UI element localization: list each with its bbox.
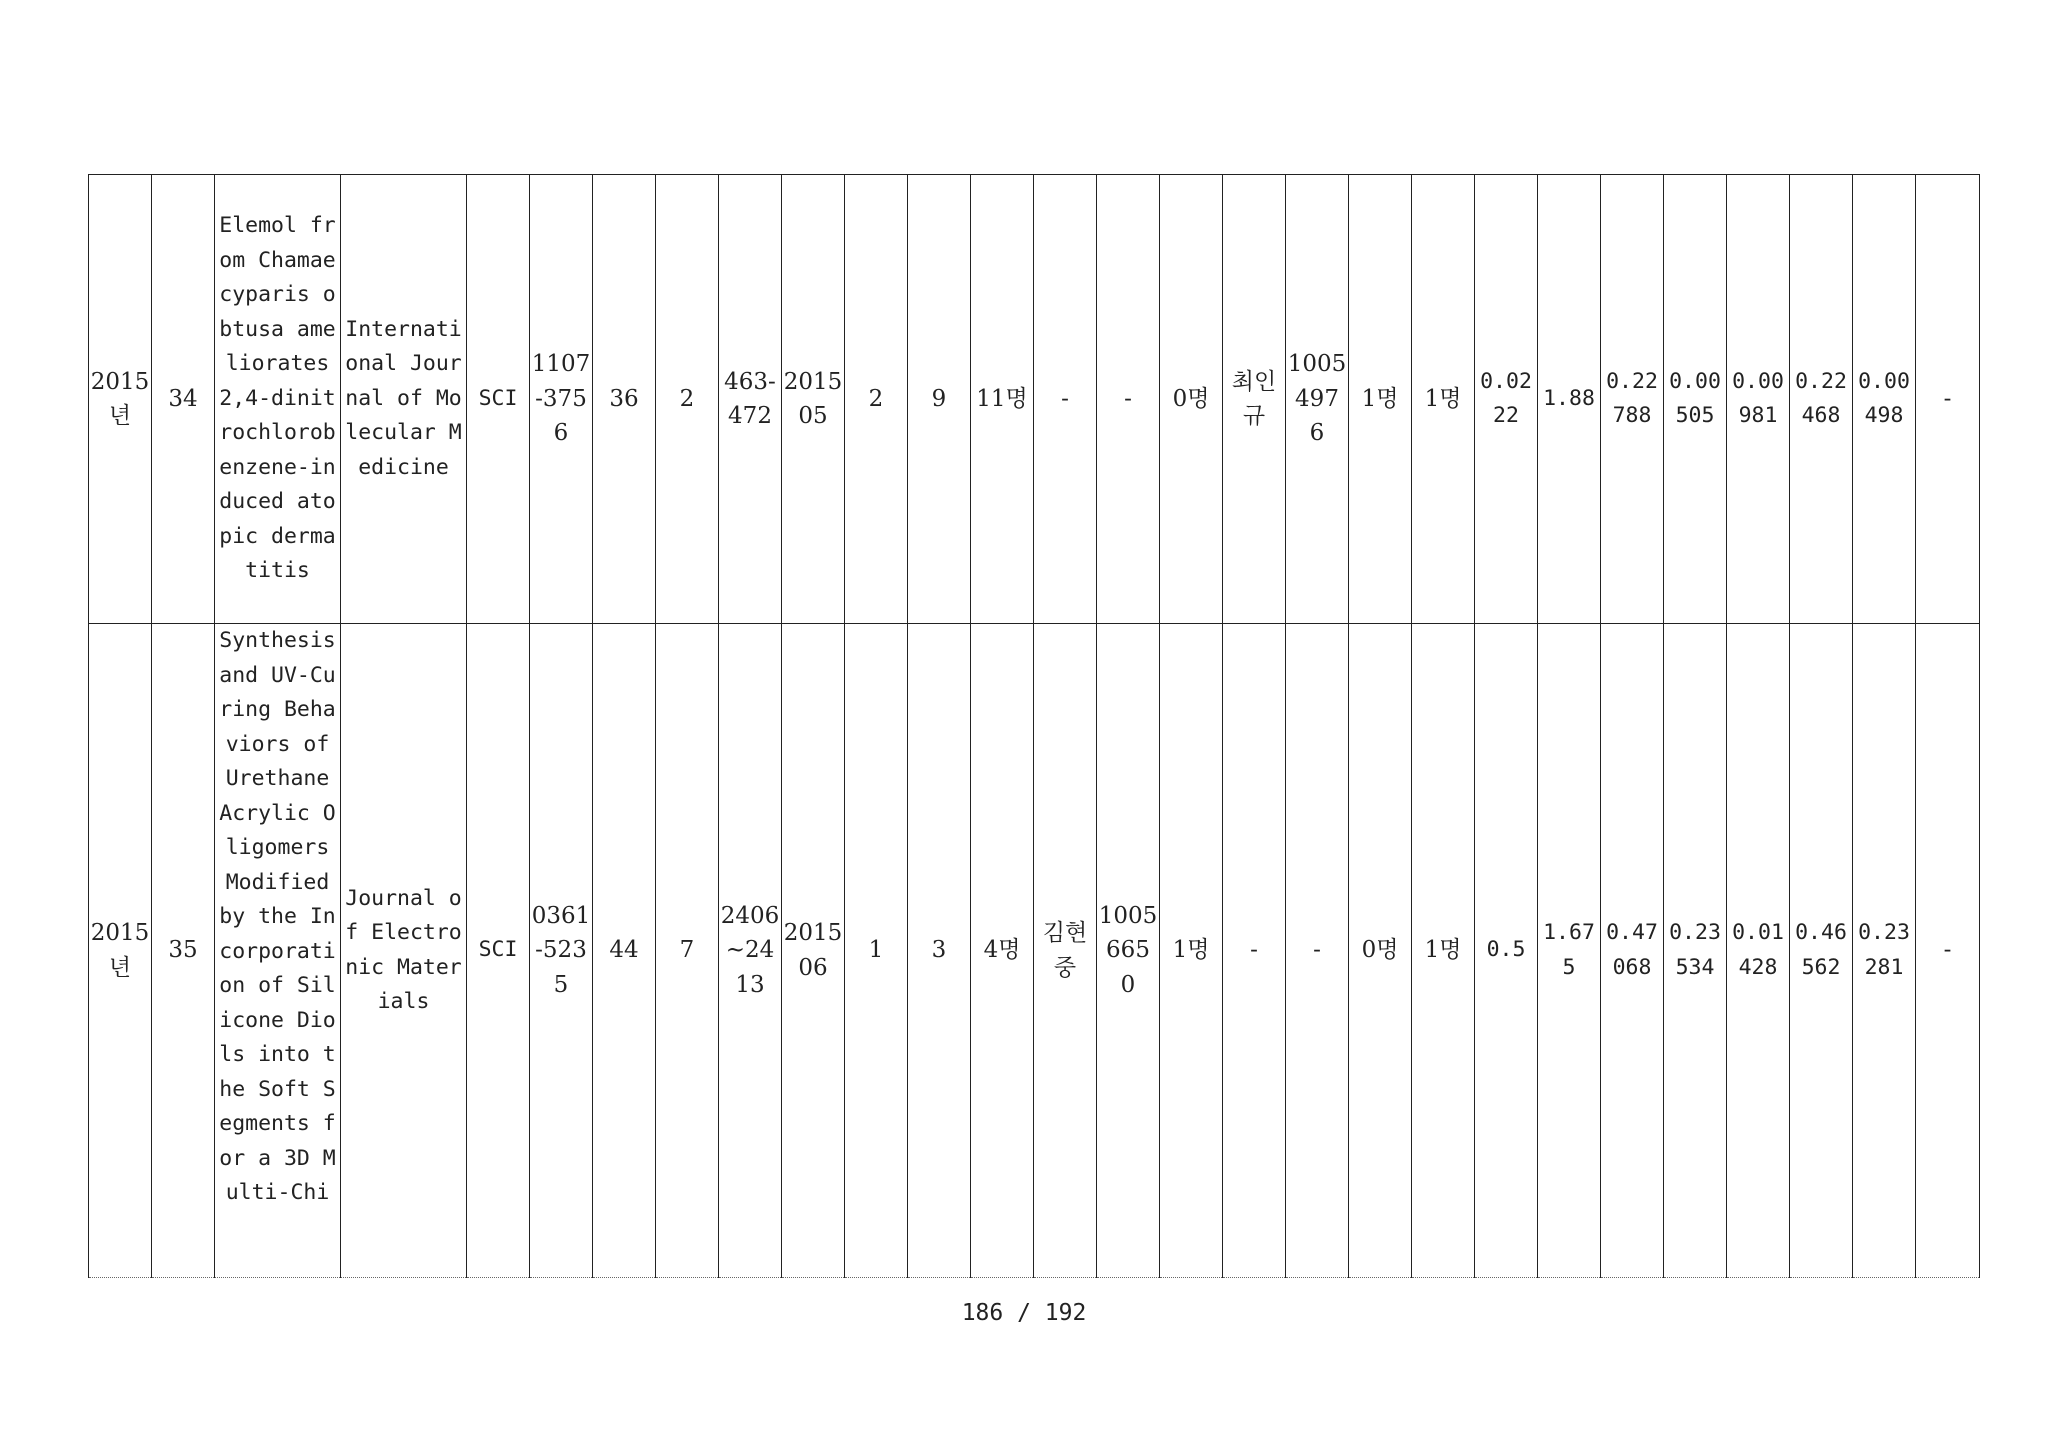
pages-cell: 463-472 [719, 175, 782, 624]
year-cell: 2015년 [89, 624, 152, 1278]
table-cell: 0.22468 [1790, 175, 1853, 624]
table-cell: 1 [845, 624, 908, 1278]
table-cell: - [1223, 624, 1286, 1278]
table-cell: 0.5 [1475, 624, 1538, 1278]
table-cell: 3 [908, 624, 971, 1278]
table-cell: 0.01428 [1727, 624, 1790, 1278]
table-cell: 1.88 [1538, 175, 1601, 624]
table-cell: 0.22788 [1601, 175, 1664, 624]
date-cell: 201505 [782, 175, 845, 624]
year-cell: 2015년 [89, 175, 152, 624]
table-cell: 4명 [971, 624, 1034, 1278]
journal-name-cell: International Journal of Molecular Medicine [341, 175, 467, 624]
table-cell: 0명 [1160, 175, 1223, 624]
table-cell: 1명 [1412, 175, 1475, 624]
table-cell: 0.46562 [1790, 624, 1853, 1278]
table-cell: - [1916, 175, 1980, 624]
table-cell: 1명 [1160, 624, 1223, 1278]
table-cell: 2 [845, 175, 908, 624]
table-cell: 11명 [971, 175, 1034, 624]
index-type-cell: SCI [467, 175, 530, 624]
table-cell: 0.00498 [1853, 175, 1916, 624]
pages-cell: 2406~2413 [719, 624, 782, 1278]
publication-table [88, 174, 1980, 1278]
author-name-cell: 최인규 [1223, 175, 1286, 624]
table-cell: 0.00505 [1664, 175, 1727, 624]
issue-cell: 2 [656, 175, 719, 624]
index-type-cell: SCI [467, 624, 530, 1278]
table-row [89, 624, 1980, 1278]
table-cell: 1.675 [1538, 624, 1601, 1278]
issn-cell: 1107-3756 [530, 175, 593, 624]
journal-name-cell: Journal of Electronic Materials [341, 624, 467, 1278]
paper-title-cell: Elemol from Chamaecyparis obtusa ameliorates 2,4-dinitrochlorobenzene-induced atopic dermatitis [215, 175, 341, 624]
page-number: 186 / 192 [961, 1300, 1087, 1326]
table-cell: 9 [908, 175, 971, 624]
issn-cell: 0361-5235 [530, 624, 593, 1278]
table-cell: 1명 [1412, 624, 1475, 1278]
table-cell: - [1916, 624, 1980, 1278]
paper-title-cell: Synthesis and UV-Curing Behaviors of Urethane Acrylic Oligomers Modified by the Incorporation of Silicone Diols into the Soft Segments for a 3D Multi-Chi [215, 624, 341, 1278]
table-row [89, 175, 1980, 624]
author-name-cell: 김현중 [1034, 624, 1097, 1278]
table-cell: - [1286, 624, 1349, 1278]
author-id-cell: 1005665 0 [1097, 624, 1160, 1278]
table-cell: 0.23534 [1664, 624, 1727, 1278]
index-cell: 35 [152, 624, 215, 1278]
volume-cell: 44 [593, 624, 656, 1278]
author-id-cell: 1005497 6 [1286, 175, 1349, 624]
date-cell: 201506 [782, 624, 845, 1278]
index-cell: 34 [152, 175, 215, 624]
table-cell: 1명 [1349, 175, 1412, 624]
table-cell: 0.47068 [1601, 624, 1664, 1278]
table-cell: 0.23281 [1853, 624, 1916, 1278]
issue-cell: 7 [656, 624, 719, 1278]
table-cell: 0.00981 [1727, 175, 1790, 624]
volume-cell: 36 [593, 175, 656, 624]
table-cell: 0명 [1349, 624, 1412, 1278]
table-cell: - [1034, 175, 1097, 624]
table-cell: 0.0222 [1475, 175, 1538, 624]
table-cell: - [1097, 175, 1160, 624]
